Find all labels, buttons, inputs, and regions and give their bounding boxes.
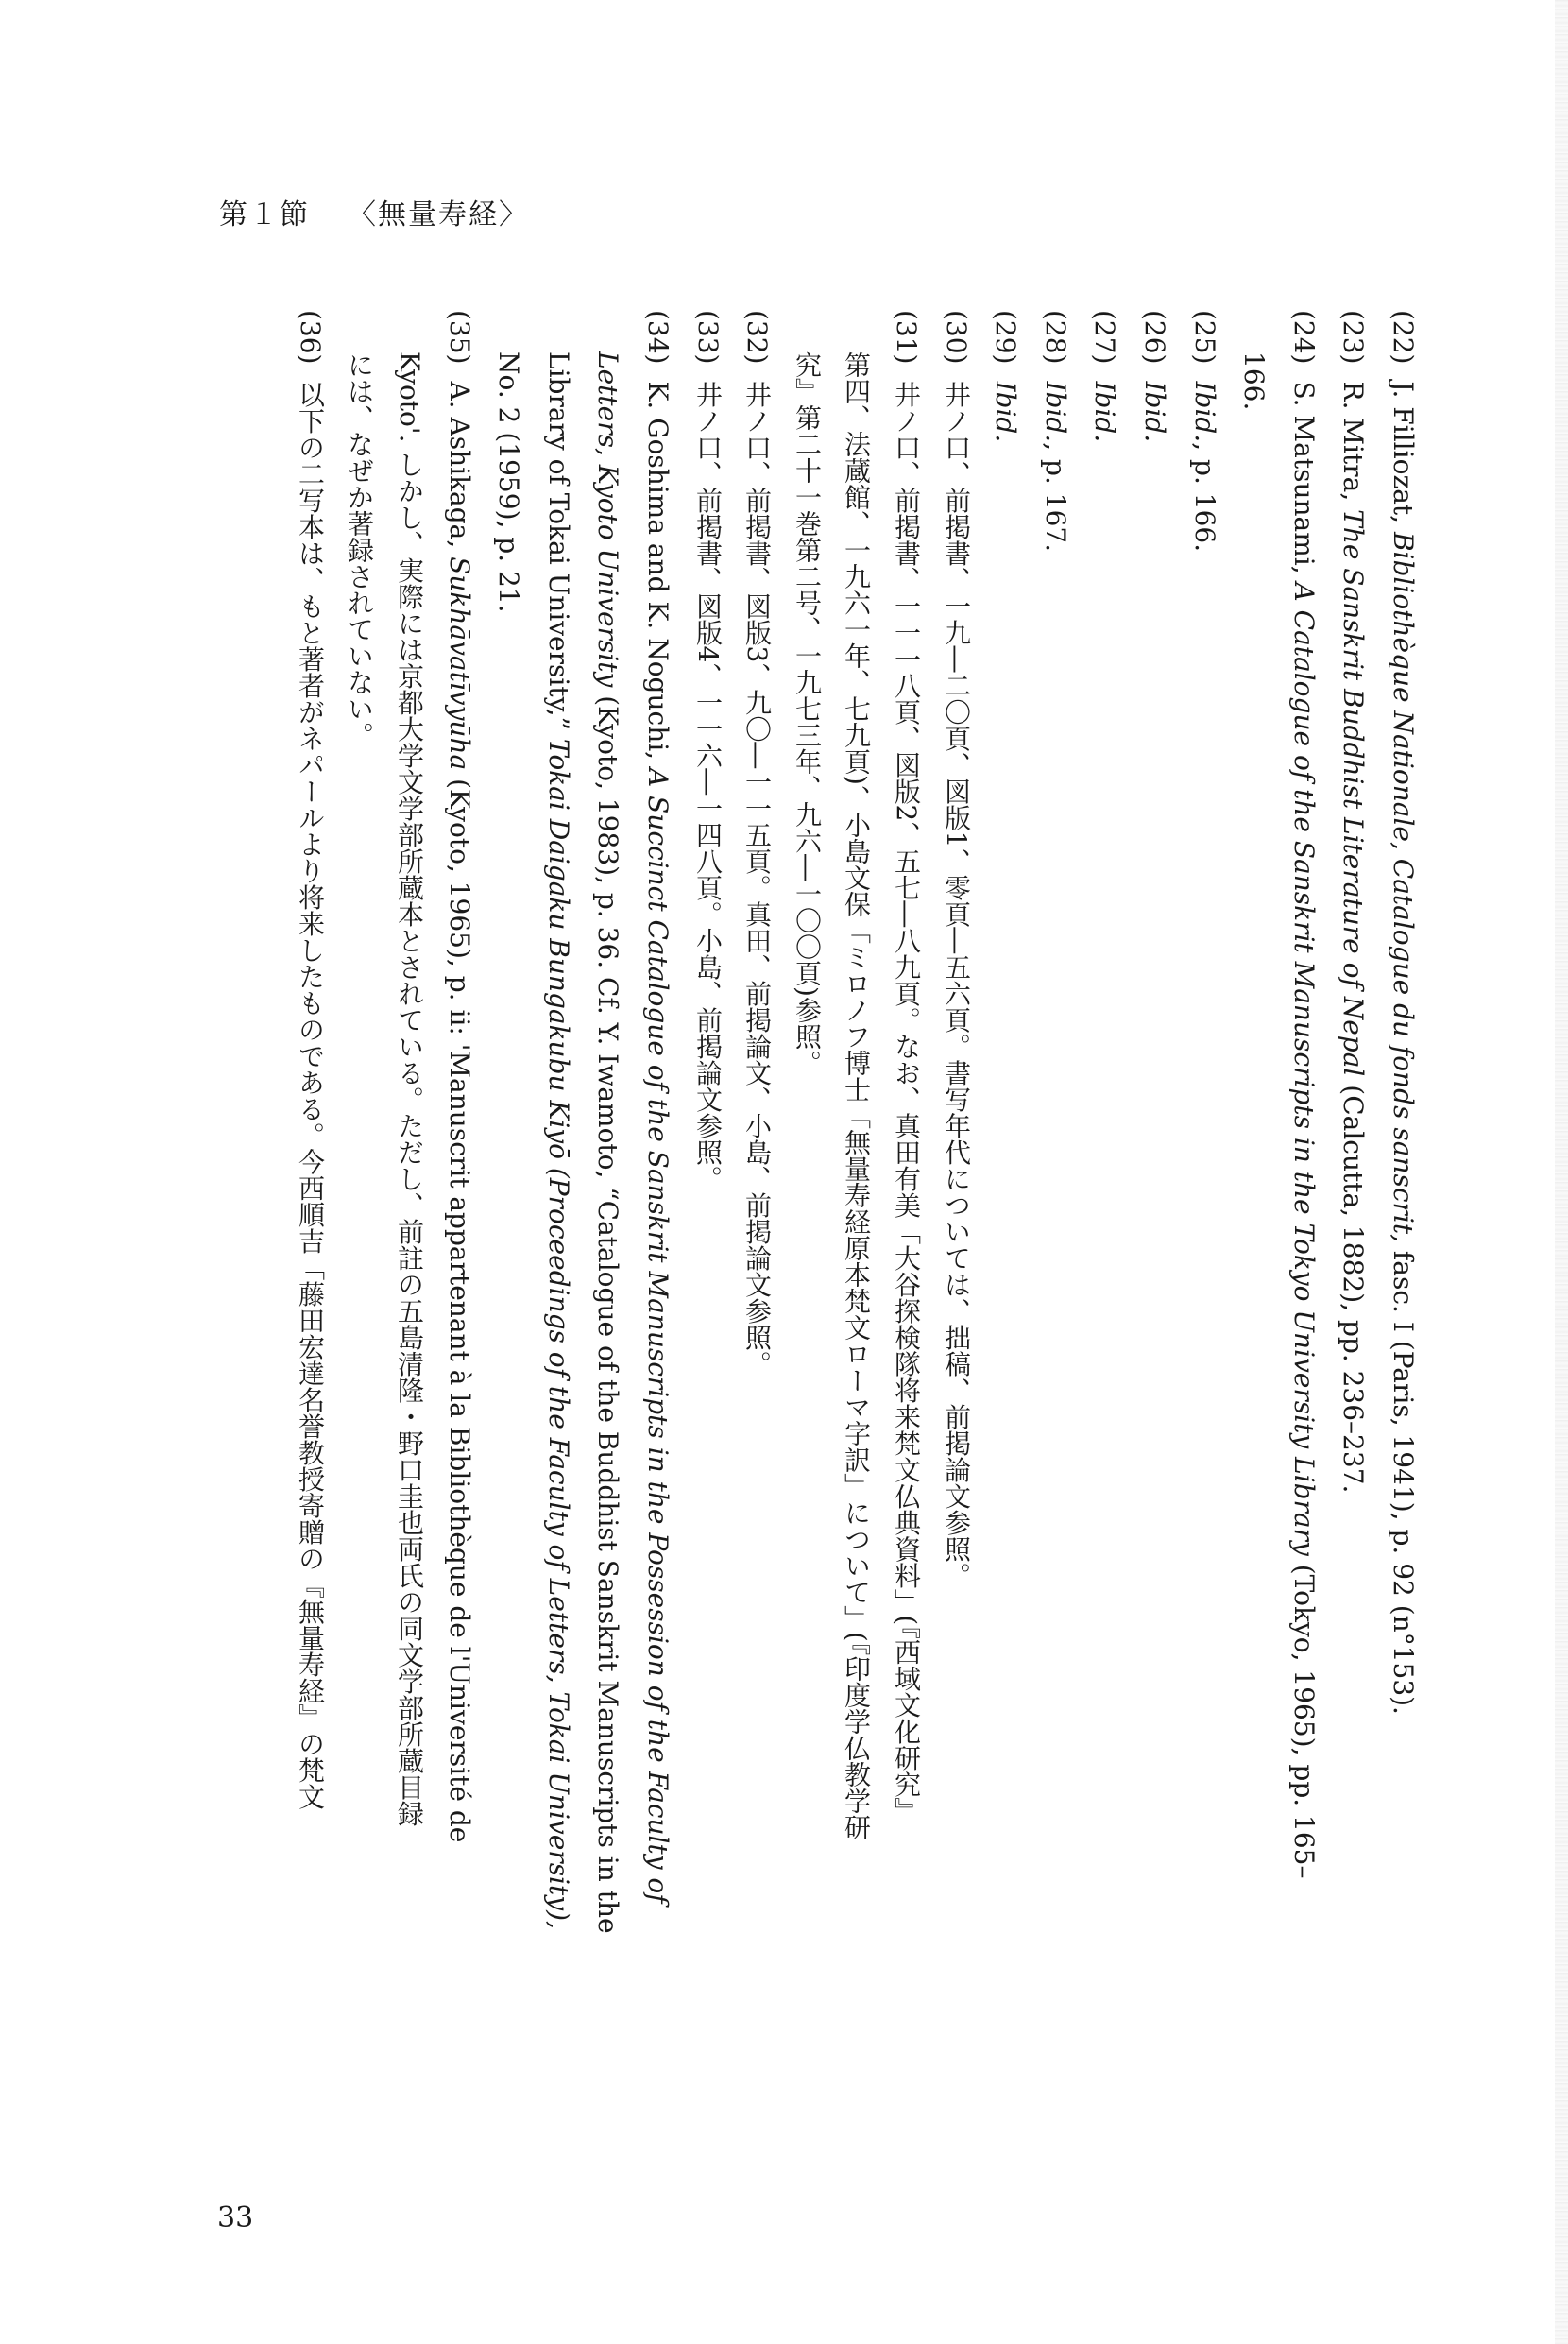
italic-title-text: The Sanskrit Buddhist Literature of Nepal bbox=[1338, 509, 1369, 1077]
note-text-run: S. Matsunami, bbox=[1288, 381, 1320, 583]
note-text-run: A. Ashikaga, bbox=[444, 381, 475, 557]
note-continuation-line bbox=[489, 310, 527, 2029]
note-text-run: 井ノ口、前掲書、図版3、九〇―一一五頁。真田、前掲論文、小島、前掲論文参照。 bbox=[741, 381, 773, 1377]
note-entry bbox=[1334, 310, 1372, 2029]
note-text-run: 166. bbox=[1238, 351, 1270, 411]
note-text bbox=[390, 351, 428, 1826]
italic-title-text: Letters, Kyoto University bbox=[592, 351, 623, 688]
note-text bbox=[340, 351, 378, 748]
note-continuation-line bbox=[1235, 310, 1272, 2029]
note-text bbox=[1040, 381, 1071, 552]
italic-title-text: Bibliothèque Nationale, Catalogue du fonds sanscrit, bbox=[1388, 531, 1419, 1243]
note-text-run: , p. 166. bbox=[1189, 442, 1220, 553]
note-number: (28) bbox=[1040, 310, 1071, 365]
note-entry bbox=[1135, 310, 1173, 2029]
note-number: (22) bbox=[1388, 310, 1419, 365]
note-text bbox=[837, 351, 875, 1840]
note-entry bbox=[887, 310, 925, 2029]
note-entry bbox=[1036, 310, 1074, 2029]
note-text bbox=[990, 381, 1021, 442]
note-text bbox=[1235, 351, 1272, 410]
note-text bbox=[788, 351, 826, 1076]
note-number: (32) bbox=[741, 310, 773, 365]
italic-title-text: Ibid. bbox=[1040, 381, 1071, 443]
note-text-run: J. Filliozat, bbox=[1388, 381, 1419, 532]
italic-title-text: A Catalogue of the Sanskrit Manuscripts in the Tokyo University Library bbox=[1288, 582, 1320, 1556]
note-entry bbox=[440, 310, 478, 2029]
note-text-run: 井ノ口、前掲書、一一一八頁、図版2、五七―八九頁。なお、真田有美「大谷探検隊将来梵文仏典資料」(『西域文化研究』 bbox=[891, 381, 922, 1824]
note-text bbox=[941, 381, 972, 1588]
note-entry bbox=[1285, 310, 1322, 2029]
note-text-run: Library of Tokai University,” bbox=[543, 351, 574, 739]
note-text bbox=[444, 381, 475, 1842]
note-text-run: 井ノ口、前掲書、一九―二〇頁、図版1、零頁―五六頁。書写年代については、拙稿、前掲論文参照。 bbox=[941, 381, 972, 1589]
note-number: (29) bbox=[990, 310, 1021, 365]
note-text-run: (Kyoto, 1983), p. 36. Cf. Y. Iwamoto, “Catalogue of the Buddhist Sanskrit Manuscripts in the bbox=[592, 687, 623, 1934]
note-number: (31) bbox=[891, 310, 922, 365]
note-number: (30) bbox=[941, 310, 972, 365]
note-continuation-line bbox=[788, 310, 826, 2029]
note-text-run: R. Mitra, bbox=[1338, 381, 1369, 510]
section-header bbox=[219, 191, 529, 232]
note-entry bbox=[937, 310, 975, 2029]
note-text-run: 究』第二十一巻第二号、一九七三年、九六―一〇〇頁)参照。 bbox=[792, 351, 823, 1076]
italic-title-text: Ibid. bbox=[1139, 381, 1170, 443]
note-continuation-line bbox=[390, 310, 428, 2029]
note-text-run: 以下の二写本は、もと著者がネパールより将来したものである。今西順吉「藤田宏達名誉教授寄贈の『無量寿経』の梵文 bbox=[295, 381, 326, 1810]
note-text bbox=[1089, 381, 1120, 442]
note-text-run: No. 2 (1959), p. 21. bbox=[493, 351, 524, 613]
note-entry bbox=[738, 310, 775, 2029]
note-text bbox=[588, 351, 626, 1934]
note-continuation-line bbox=[588, 310, 626, 2029]
note-text-run: (Calcutta, 1882), pp. 236–237. bbox=[1338, 1076, 1369, 1494]
note-text bbox=[642, 381, 673, 1903]
note-number: (26) bbox=[1139, 310, 1170, 365]
note-text-run: 井ノ口、前掲書、図版4、一一六―一四八頁。小島、前掲論文参照。 bbox=[692, 381, 724, 1192]
note-text bbox=[1338, 381, 1369, 1493]
note-text bbox=[1288, 381, 1320, 1878]
note-number: (27) bbox=[1089, 310, 1120, 365]
italic-title-text: Tokai Daigaku Bungakubu Kiyō (Proceedings of the Faculty of Letters, Tokai University), bbox=[543, 738, 574, 1929]
note-text bbox=[539, 351, 577, 1929]
section-number: 第１節 bbox=[219, 198, 310, 231]
note-text-run: fasc. I (Paris, 1941), p. 92 (n°153). bbox=[1388, 1242, 1419, 1715]
note-number: (36) bbox=[295, 310, 326, 365]
section-title: 〈無量寿経〉 bbox=[348, 198, 529, 231]
italic-title-text: Ibid. bbox=[1189, 381, 1220, 443]
note-entry bbox=[291, 310, 329, 2029]
endnotes-column bbox=[0, 310, 1568, 2029]
note-entry bbox=[1085, 310, 1123, 2029]
note-text bbox=[1388, 381, 1419, 1714]
note-entry bbox=[639, 310, 676, 2029]
page-number: 33 bbox=[217, 2201, 254, 2234]
note-text-run: Kyoto'. しかし、実際には京都大学文学部所蔵本とされている。ただし、前註の五島清隆・野口圭也両氏の同文学部所蔵目録 bbox=[394, 351, 425, 1827]
note-number: (33) bbox=[692, 310, 724, 365]
note-text bbox=[1189, 381, 1220, 552]
italic-title-text: Ibid. bbox=[1089, 381, 1120, 443]
note-number: (35) bbox=[444, 310, 475, 365]
note-continuation-line bbox=[539, 310, 577, 2029]
note-entry bbox=[1185, 310, 1223, 2029]
note-entry bbox=[1384, 310, 1422, 2029]
note-text bbox=[1139, 381, 1170, 442]
italic-title-text: A Succinct Catalogue of the Sanskrit Manuscripts in the Possession of the Faculty of bbox=[642, 767, 673, 1904]
note-text bbox=[295, 381, 326, 1809]
note-text-run: , p. 167. bbox=[1040, 442, 1071, 553]
note-entry bbox=[986, 310, 1024, 2029]
note-text-run: 第四、法蔵館、一九六一年、七九頁)、小島文保「ミロノフ博士「無量寿経原本梵文ローマ字訳」について」(『印度学仏教学研 bbox=[841, 351, 872, 1840]
italic-title-text: Sukhāvatīvyūha bbox=[444, 556, 475, 771]
note-continuation-line bbox=[340, 310, 378, 2029]
note-text-run: (Tokyo, 1965), pp. 165– bbox=[1288, 1555, 1320, 1879]
note-text bbox=[891, 381, 922, 1823]
note-text bbox=[489, 351, 527, 613]
note-entry bbox=[689, 310, 726, 2029]
note-text bbox=[692, 381, 724, 1191]
note-number: (34) bbox=[642, 310, 673, 365]
note-continuation-line bbox=[837, 310, 875, 2029]
note-number: (23) bbox=[1338, 310, 1369, 365]
note-text bbox=[741, 381, 773, 1377]
note-text-run: K. Goshima and K. Noguchi, bbox=[642, 381, 673, 768]
italic-title-text: Ibid. bbox=[990, 381, 1021, 443]
note-text-run: には、なぜか著録されていない。 bbox=[344, 351, 375, 748]
note-number: (25) bbox=[1189, 310, 1220, 365]
note-number: (24) bbox=[1288, 310, 1320, 365]
note-text-run: (Kyoto, 1965), p. ii: 'Manuscrit appartenant à la Bibliothèque de l'Université de bbox=[444, 770, 475, 1843]
